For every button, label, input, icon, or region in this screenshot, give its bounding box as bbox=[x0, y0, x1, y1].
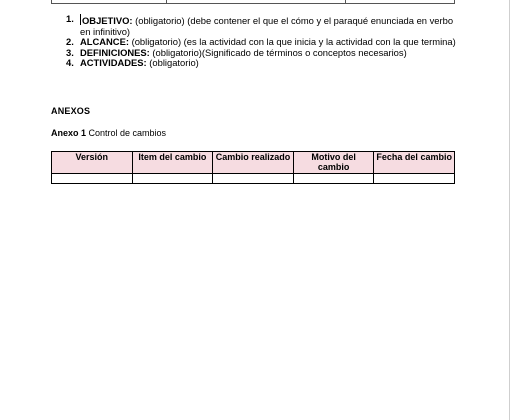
annex-caption-text: Control de cambios bbox=[86, 128, 167, 138]
annex-caption-label: Anexo 1 bbox=[51, 128, 87, 138]
column-header-change[interactable]: Cambio realizado bbox=[213, 152, 294, 174]
previous-table-bottom bbox=[51, 0, 455, 4]
table-divider bbox=[345, 0, 346, 4]
section-list bbox=[66, 14, 466, 69]
section-number: 2. bbox=[66, 36, 74, 48]
table-row bbox=[52, 174, 455, 184]
section-number: 1. bbox=[66, 13, 74, 24]
section-text: (obligatorio)(Significado de términos o conceptos necesarios) bbox=[149, 46, 407, 58]
column-header-reason[interactable]: Motivo del cambio bbox=[293, 152, 374, 174]
section-number: 3. bbox=[66, 46, 74, 58]
table-cell[interactable] bbox=[293, 174, 374, 184]
page-edge bbox=[509, 0, 510, 420]
table-divider bbox=[166, 0, 167, 4]
section-keyword: DEFINICIONES: bbox=[80, 46, 150, 58]
section-number: 4. bbox=[66, 57, 74, 69]
section-keyword: ACTIVIDADES: bbox=[80, 57, 147, 69]
text-cursor bbox=[80, 14, 81, 25]
annex-caption bbox=[51, 128, 166, 138]
table-cell[interactable] bbox=[374, 174, 455, 184]
table-cell[interactable] bbox=[132, 174, 213, 184]
change-control-table bbox=[51, 151, 455, 184]
table-cell[interactable] bbox=[213, 174, 294, 184]
section-keyword: ALCANCE: bbox=[80, 36, 129, 48]
section-text: (obligatorio) (debe contener el que el cómo y el paraqué enunciada en verbo en infinitivo) bbox=[80, 15, 454, 37]
section-text: (obligatorio) (es la actividad con la que inicia y la actividad con la que termina) bbox=[128, 36, 456, 48]
column-header-version[interactable]: Versión bbox=[52, 152, 133, 174]
annexes-heading: ANEXOS bbox=[51, 106, 91, 116]
column-header-date[interactable]: Fecha del cambio bbox=[374, 152, 455, 174]
column-header-item[interactable]: Item del cambio bbox=[132, 152, 213, 174]
section-item-actividades[interactable] bbox=[66, 58, 466, 69]
section-item-objetivo[interactable] bbox=[66, 14, 466, 37]
table-cell[interactable] bbox=[52, 174, 133, 184]
section-text: (obligatorio) bbox=[146, 57, 199, 69]
section-keyword: OBJETIVO: bbox=[82, 15, 133, 26]
table-header-row bbox=[52, 152, 455, 174]
